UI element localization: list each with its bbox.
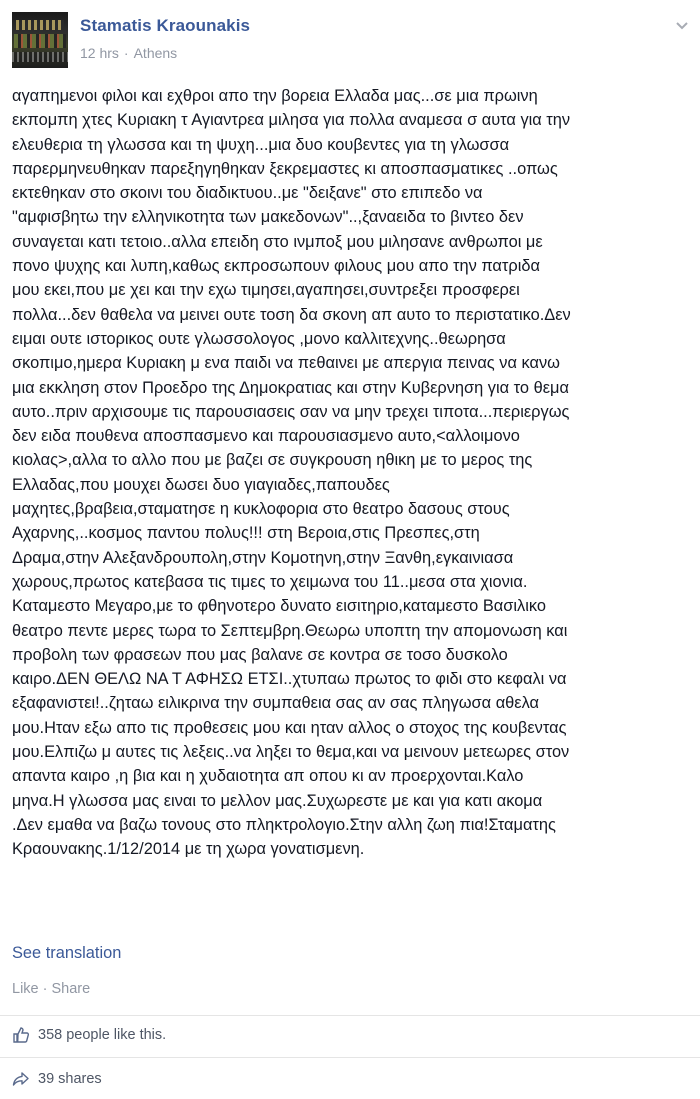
post-text-line: εκπομπη χτες Κυριακη τ Αγιαντρεα μιλησα για πολλα αναμεσα σ αυτα για την xyxy=(12,111,571,130)
share-arrow-icon xyxy=(12,1070,30,1088)
likes-summary[interactable] xyxy=(12,1026,166,1044)
post-header xyxy=(12,12,692,72)
post-text-line: πονο ψυχης και λυπη,καθως εκπροσωπουν φιλους μου απο την πατριδα xyxy=(12,257,540,276)
divider xyxy=(0,1057,700,1058)
post-text-line: Δραμα,στην Αλεξανδρουπολη,στην Κομοτηνη,στην Ξανθη,εγκαινιασα xyxy=(12,548,514,567)
post-text-line: μια εκκληση στον Προεδρο της Δημοκρατιας και στην Κυβερνηση για το θεμα xyxy=(12,378,569,397)
post-time[interactable]: 12 hrs xyxy=(80,45,119,61)
post-text-line: δεν ειδα πουθενα αποσπασμενο και παρουσιασμενο αυτο,<αλλοιμονο xyxy=(12,427,520,446)
post-text-line: πολλα...δεν θαθελα να μεινει ουτε τοση δα σκονη απ αυτο το περιστατικο.Δεν xyxy=(12,305,571,324)
post-text-line: ελευθερια τη γλωσσα και τη ψυχη...μια δυο κουβεντες για τη γλωσσα xyxy=(12,135,510,154)
chevron-down-icon[interactable] xyxy=(672,16,692,36)
post-body xyxy=(12,84,688,862)
post-text-line: εκτεθηκαν στο σκοινι του διαδικτυου..με "δειξανε" στο επιπεδο να xyxy=(12,184,483,203)
post-text-line: μηνα.Η γλωσσα μας ειναι το μελλον μας.Συχωρεστε με και για κατι ακομα xyxy=(12,791,543,810)
post-text-line: απαντα καιρο ,η βια και η χυδαιοτητα απ οπου κι αν προερχονται.Καλο xyxy=(12,767,524,786)
post-text-line: Καταμεστο Μεγαρο,με το φθηνοτερο δυνατο εισιτηριο,καταμεστο Βασιλικο xyxy=(12,597,546,616)
post-text-line: αυτο..πριν αρχισουμε τις παρουσιασεις σαν να μην τρεχει τιποτα...περιεργως xyxy=(12,402,570,421)
post-text-line: παρερμηνευθηκαν παρεξηγηθηκαν ξεκρεμαστες κι αποσπασματικες ..οπως xyxy=(12,159,558,178)
post-text-line: Αχαρνης,..κοσμος παντου πολυς!!! στη Βεροια,στις Πρεσπες,στη xyxy=(12,524,480,543)
divider xyxy=(0,1015,700,1016)
see-translation-link[interactable]: See translation xyxy=(12,944,122,962)
post-meta xyxy=(80,45,177,61)
post-text-line: θεατρο πεντε μερες τωρα το Σεπτεμβρη.Θεωρω υποπτη την απομονωση και xyxy=(12,621,568,640)
post-text-line: Κραουνακης.1/12/2014 με τη χωρα γονατισμενη. xyxy=(12,840,365,859)
post-actions xyxy=(12,981,90,997)
author-name[interactable]: Stamatis Kraounakis xyxy=(80,16,251,35)
like-link[interactable]: Like xyxy=(12,981,39,997)
post-text-line: μαχητες,βραβεια,σταματησε η κυκλοφορια στο θεατρο δασους στους xyxy=(12,500,510,519)
post-text-line: μου εκει,που με χει και την εχω τιμησει,αγαπησει,συντρεξει προσφερει xyxy=(12,281,520,300)
post-text-line: .Δεν εμαθα να βαζω τονους στο πληκτρολογιο.Στην αλλη ζωη πια!Σταματης xyxy=(12,815,556,834)
post-text-line: Ελλαδας,που μουχει δωσει δυο γιαγιαδες,παπουδες xyxy=(12,475,390,494)
post-text-line: μου.Ελπιζω μ αυτες τις λεξεις..να ληξει το θεμα,και να μεινουν μετεωρες στον xyxy=(12,743,570,762)
post-text-line: εξαφανιστει!..ζηταω ειλικρινα την συμπαθεια σας αν σας πληγωσα αθελα xyxy=(12,694,540,713)
post-text-line: συναγεται κατι τετοιο..αλλα επειδη στο ινμποξ μου μιλησανε ανθρωποι με xyxy=(12,232,543,251)
actions-separator: · xyxy=(42,981,48,997)
post-text-line: μου.Ηταν εξω απο τις προθεσεις μου και ηταν αλλος ο στοχος της κουβεντας xyxy=(12,718,567,737)
post-text-line: σκοπιμο,ημερα Κυριακη μ ενα παιδι να πεθαινει με απεργια πεινας να κανω xyxy=(12,354,560,373)
post-text-line: "αμφισβητω την ελληνικοτητα των μακεδονων"..,ξαναειδα το βιντεο δεν xyxy=(12,208,524,227)
shares-summary[interactable] xyxy=(12,1070,102,1088)
post-text-line: ειμαι ουτε ιστορικος ουτε γλωσσολογος ,μονο καλλιτεχνης..θεωρησα xyxy=(12,329,506,348)
share-link[interactable]: Share xyxy=(51,981,91,997)
thumbs-up-icon xyxy=(12,1026,30,1044)
post-text-line: καιρο.ΔΕΝ ΘΕΛΩ ΝΑ Τ ΑΦΗΣΩ ΕΤΣΙ..χτυπαω πρωτος το φιδι στο κεφαλι να xyxy=(12,670,567,689)
post-text-line: αγαπημενοι φιλοι και εχθροι απο την βορεια Ελλαδα μας...σε μια πρωινη xyxy=(12,87,538,105)
likes-count-text[interactable]: 358 people like this. xyxy=(38,1027,167,1043)
post-text-line: χωρους,πρωτος κατεβασα τις τιμες το χειμωνα του 11..μεσα στα χιονια. xyxy=(12,572,528,591)
author-avatar[interactable] xyxy=(12,12,68,68)
post-text-line: κιολας>,αλλα το αλλο που με βαζει σε συγκρουση ηθικη με το μερος της xyxy=(12,451,533,470)
shares-count-text[interactable]: 39 shares xyxy=(38,1071,102,1087)
post-location[interactable]: Athens xyxy=(133,45,178,61)
post-text-line: προβολη των φρασεων που μας βαλανε σε κοντρα σε τοσο δυσκολο xyxy=(12,645,508,664)
meta-separator: · xyxy=(123,45,129,61)
